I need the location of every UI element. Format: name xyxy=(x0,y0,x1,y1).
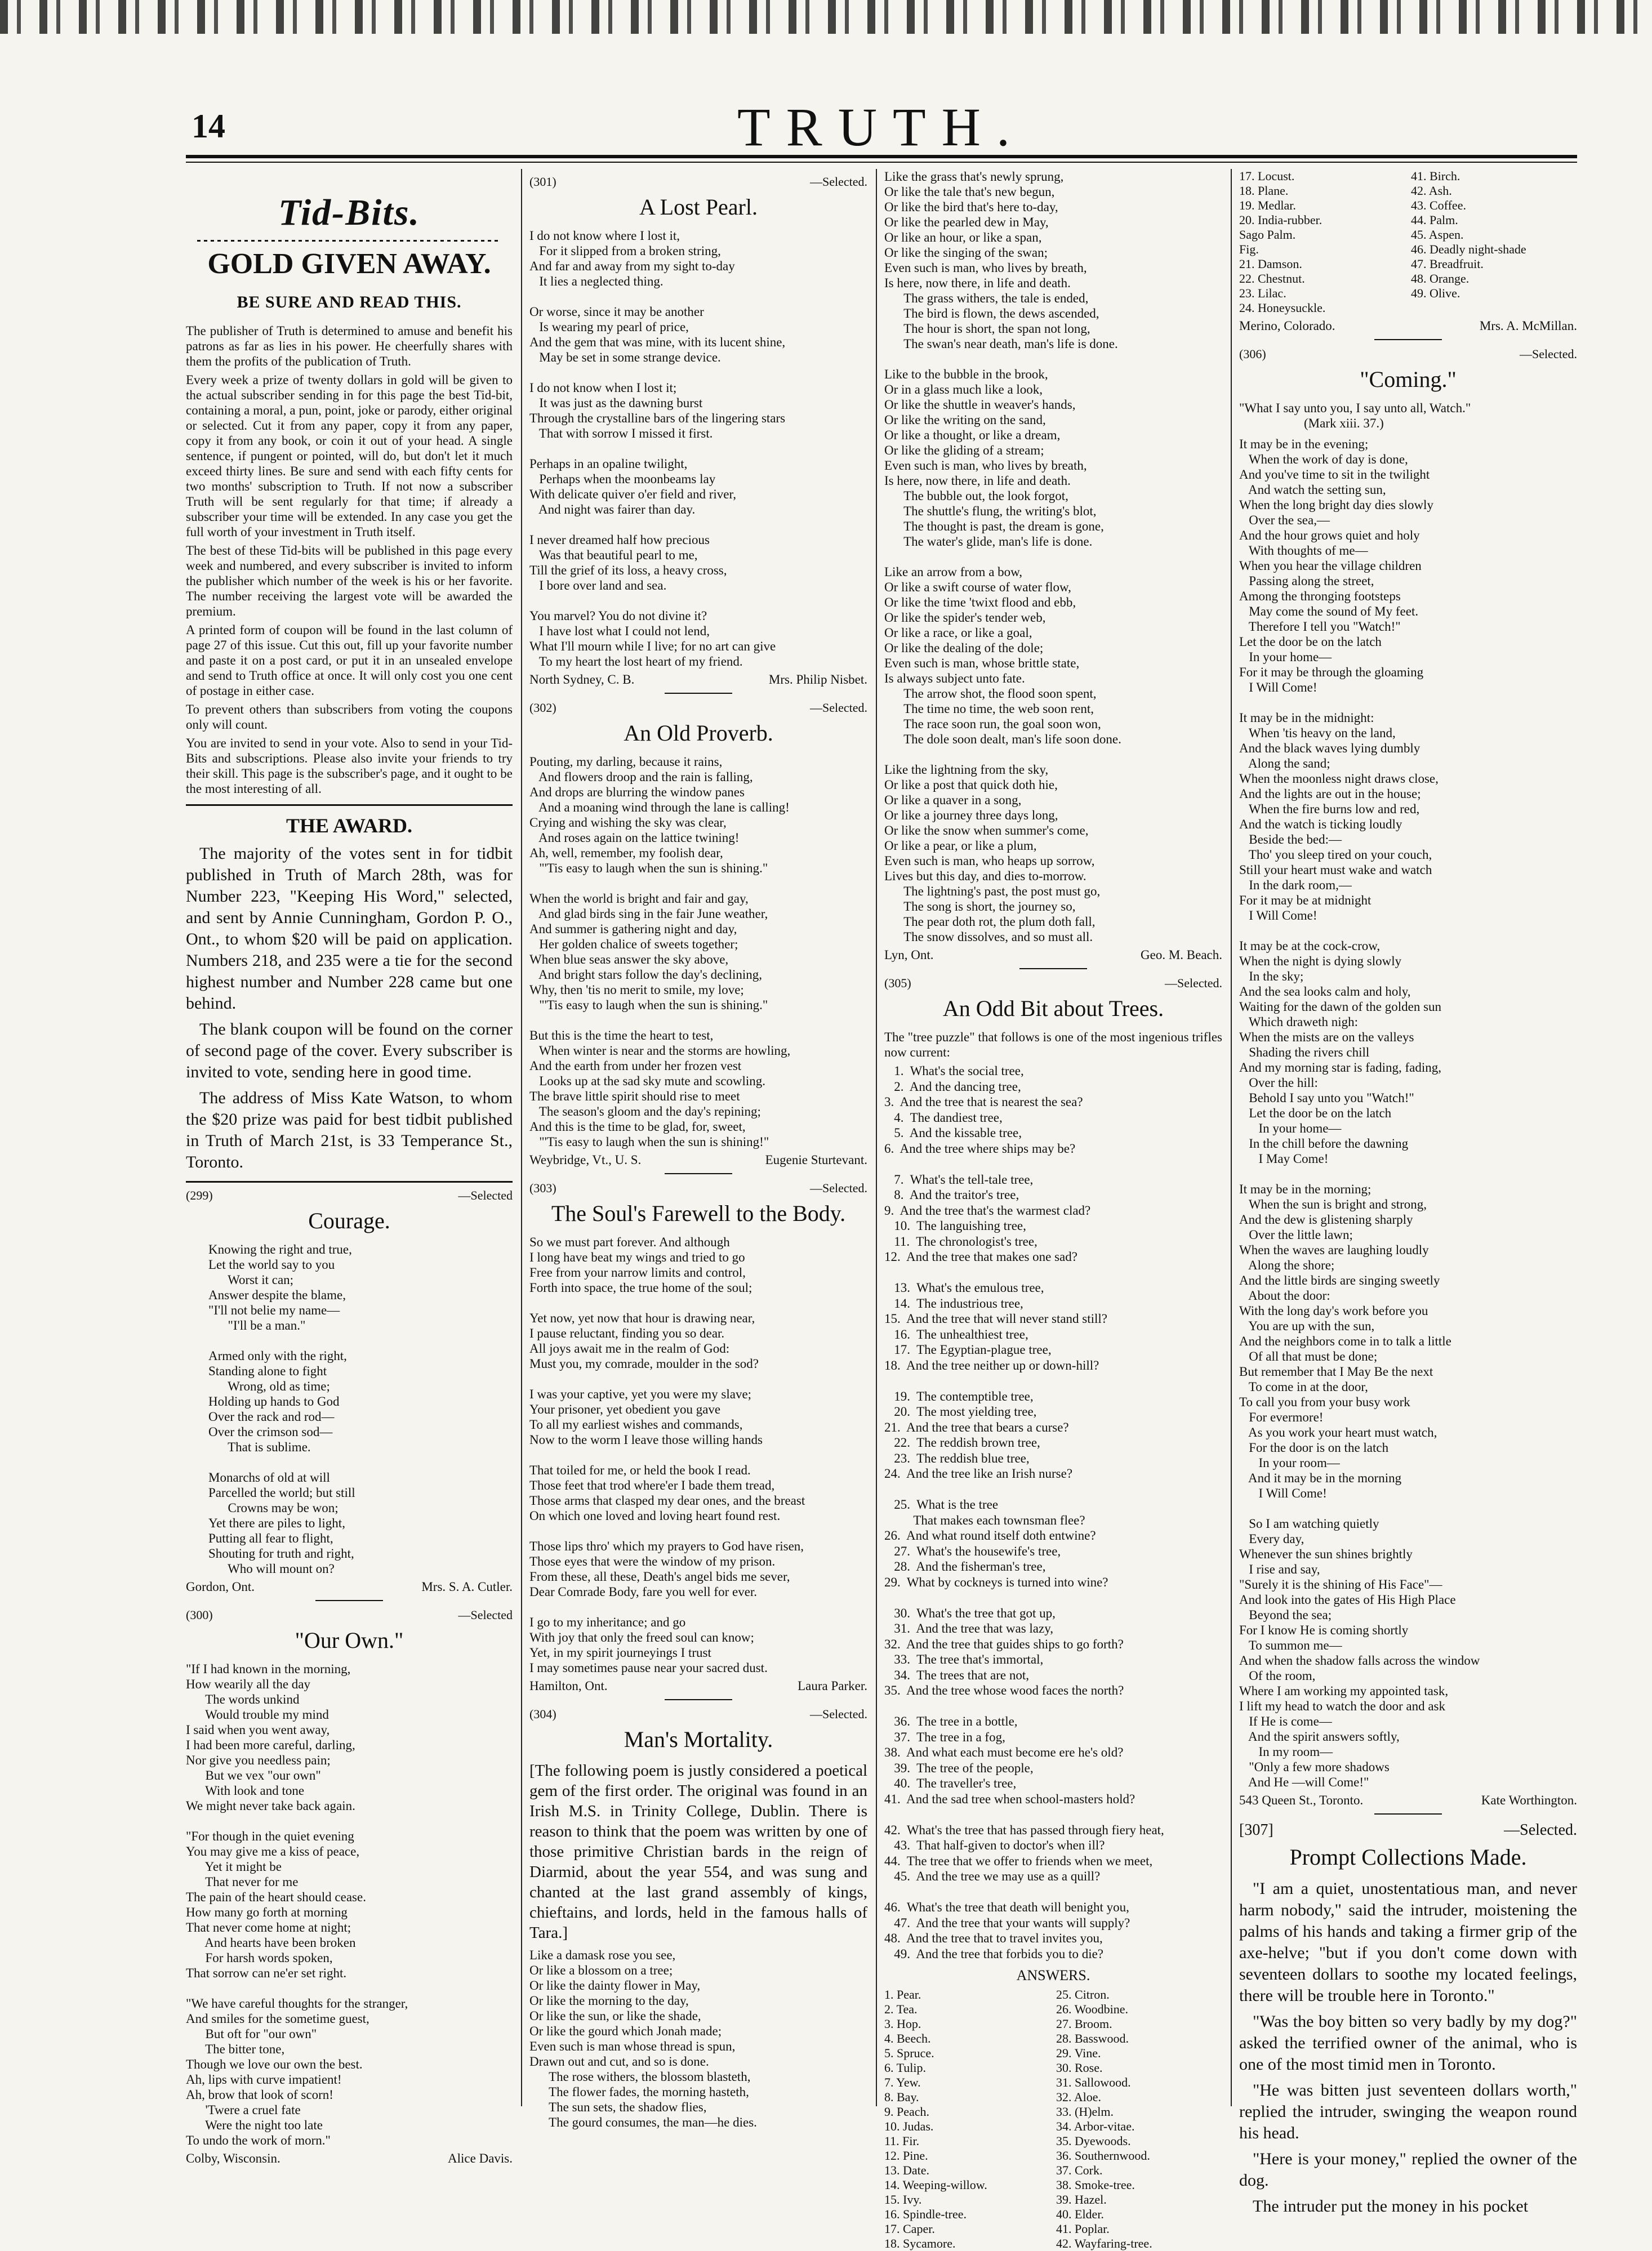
intro-paragraph: You are invited to send in your vote. Also to send in your Tid-Bits and subscriptions. Please also invite your friends to try their skill. This page is the subscriber's page, and it ought to be the most interesting of all. xyxy=(186,736,513,796)
read-this-subheading: BE SURE AND READ THIS. xyxy=(237,293,462,311)
answer-item: 10. Judas. xyxy=(884,2119,934,2133)
signature-name: Laura Parker. xyxy=(798,1679,867,1693)
tidbit-title: An Odd Bit about Trees. xyxy=(942,996,1164,1021)
answer-item: 16. Spindle-tree. xyxy=(884,2207,967,2221)
tidbit-307-header xyxy=(1239,1821,1577,1839)
intro-paragraph: A printed form of coupon will be found in the last column of page 27 of this issue. Cut this out, fill up your favorite number and paste it on a post card, or put it in an unsealed envelope and send to Truth office at once. It will only cost you one cent of postage in either case. xyxy=(186,623,513,698)
tidbit-306-header xyxy=(1239,347,1577,362)
separator xyxy=(665,693,732,694)
signature-place: 543 Queen St., Toronto. xyxy=(1239,1793,1364,1807)
intro-paragraph: Every week a prize of twenty dollars in gold will be given to the actual subscriber sending in for this page the best Tid-bit, containing a moral, a pun, point, joke or parody, either original or selected. Cut it from any paper, copy it from any paper, copy it from any book, or coin it out of your head. A single sentence, if pungent or pointed, will do, but don't let it much exceed thirty lines. Be sure and send with each fifty cents for two months' subscription to Truth. If not now a subscriber Truth will be sent regularly for that time; if already a subscriber your time will be extended. In any case you get the full worth of your investment in Truth itself. xyxy=(186,373,513,539)
tidbit-title: Prompt Collections Made. xyxy=(1289,1844,1527,1870)
answer-item: 14. Weeping-willow. xyxy=(884,2178,987,2192)
separator xyxy=(315,1600,383,1601)
tidbit-title: "Coming." xyxy=(1360,367,1457,392)
column-divider xyxy=(1231,169,1232,2106)
column-1 xyxy=(186,169,513,2165)
tidbit-300-header xyxy=(186,1608,513,1622)
tidbit-305-header xyxy=(884,976,1222,991)
tidbit-source: —Selected. xyxy=(809,1181,867,1195)
page-header xyxy=(186,96,1577,163)
header-rule xyxy=(186,155,1577,158)
tidbit-poem: I do not know where I lost it, For it slipped from a broken string, And far and away from my sight to-day It lies a neglected thing. Or worse, since it may be another Is wearing my pearl of price, And the gem that was mine, with its lucent shine, May be set in some strange device. I do not know when I lost it; It was just as the dawning burst Through the crystalline bars of the lingering stars That with sorrow I missed it first. Perhaps in an opaline twilight, Perhaps when the moonbeams lay With delicate quiver o'er field and river, And night was fairer than day. I never dreamed half how precious Was that beautiful pearl to me, Till the grief of its loss, a heavy cross, I bore over land and sea. You marvel? You do not divine it? I have lost what I could not lend, What I'll mourn while I live; for no art can give To my heart the lost heart of my friend. xyxy=(529,229,786,668)
answer-item: 42. Ash. xyxy=(1411,184,1452,198)
tidbit-301-header xyxy=(529,175,867,189)
answer-item: 28. Basswood. xyxy=(1056,2031,1129,2045)
answer-item: 38. Smoke-tree. xyxy=(1056,2178,1135,2192)
answer-item: 45. Aspen. xyxy=(1411,228,1464,242)
answer-item: 6. Tulip. xyxy=(884,2061,926,2075)
tidbit-304-header xyxy=(529,1707,867,1722)
tidbit-number: (306) xyxy=(1239,347,1266,361)
tidbit-302-header xyxy=(529,701,867,715)
answer-item: 15. Ivy. xyxy=(884,2192,922,2207)
tidbit-source: —Selected xyxy=(458,1188,513,1202)
column-4 xyxy=(1239,169,1577,2216)
intro-paragraph: To prevent others than subscribers from voting the coupons only will count. xyxy=(186,702,513,732)
tidbit-number: (299) xyxy=(186,1188,213,1202)
separator xyxy=(665,1699,732,1700)
tidbit-299-header xyxy=(186,1188,513,1203)
column-3 xyxy=(884,169,1222,2250)
signature-place: Colby, Wisconsin. xyxy=(186,2151,280,2165)
answer-item: 35. Dyewoods. xyxy=(1056,2134,1131,2148)
page-number: 14 xyxy=(192,108,225,145)
tidbit-title: A Lost Pearl. xyxy=(639,194,758,220)
column-divider xyxy=(521,169,522,2106)
column-2 xyxy=(529,169,867,2129)
answer-item: 29. Vine. xyxy=(1056,2046,1101,2060)
answer-item: 48. Orange. xyxy=(1411,271,1470,286)
answer-item: 24. Honeysuckle. xyxy=(1239,301,1326,315)
tidbit-signature xyxy=(186,2151,513,2166)
tidbit-signature xyxy=(884,948,1222,962)
story-paragraph: "He was bitten just seventeen dollars worth," replied the intruder, swinging the weapon round his head. xyxy=(1239,2081,1577,2142)
tidbit-title: "Our Own." xyxy=(295,1628,404,1653)
tidbit-poem: So we must part forever. And although I long have beat my wings and tried to go Free from your narrow limits and control, Forth into space, the true home of the soul; Yet now, yet now that hour is drawing near, I pause reluctant, finding you so dear. All joys await me in the realm of God: Must you, my comrade, moulder in the sod? I was your captive, yet you were my slave; Your prisoner, yet obedient you gave To all my earliest wishes and commands, Now to the worm I leave those willing hands That toiled for me, or held the book I read. Those feet that trod where'er I bade them tread, Those arms that clasped my dear ones, and the breast On which one loved and loving heart found rest. Those lips thro' which my prayers to God have risen, Those eyes that were the window of my prison. From these, all these, Death's angel bids me sever, Dear Comrade Body, fare you well for ever. I go to my inheritance; and go With joy that only the freed soul can know; Yet, in my spirit journeyings I trust I may sometimes pause near your sacred dust. xyxy=(529,1235,805,1675)
tidbit-source: —Selected. xyxy=(809,1707,867,1721)
section-rule xyxy=(186,804,513,806)
answer-item: 40. Elder. xyxy=(1056,2207,1104,2221)
tidbit-title: Courage. xyxy=(308,1208,390,1233)
story-paragraph: "I am a quiet, unostentatious man, and never harm nobody," said the intruder, moistening the palms of his hands and taking a firmer grip of the axe-helve; "but if you don't come down with seventeen dollars to soothe my located feelings, there will be trouble here in Toronto." xyxy=(1239,1879,1577,2005)
signature-place: Hamilton, Ont. xyxy=(529,1679,608,1693)
answers-heading: ANSWERS. xyxy=(1016,1967,1090,1983)
answer-item: 5. Spruce. xyxy=(884,2046,934,2060)
tidbit-signature xyxy=(529,1679,867,1693)
signature-place: Lyn, Ont. xyxy=(884,948,934,962)
answer-item: 17. Locust. xyxy=(1239,169,1295,183)
answer-item: 21. Damson. xyxy=(1239,257,1302,271)
story-paragraph: "Was the boy bitten so very badly by my dog?" asked the terrified owner of the animal, who is one of the most timid men in Toronto. xyxy=(1239,2012,1577,2074)
answer-item: 17. Caper. xyxy=(884,2222,935,2236)
tidbit-intro: [The following poem is justly considered a poetical gem of the first order. The original was found in an Irish M.S. in Trinity College, Dublin. There is reason to think that the poem was written by one of those primitive Christian bards in the reign of Diarmid, about the year 554, and was sung and chanted at the last grand assembly of kings, chieftains, and lords, held in the famous halls of Tara.] xyxy=(529,1762,867,1942)
answer-item: 27. Broom. xyxy=(1056,2017,1112,2031)
tidbit-signature xyxy=(1239,319,1577,333)
tidbit-303-header xyxy=(529,1181,867,1196)
award-paragraph: The majority of the votes sent in for tidbit published in Truth of March 28th, was for Number 223, "Keeping His Word," selected, and sent by Annie Cunningham, Gordon P. O., Ont., to whom $20 will be paid on application. Numbers 218, and 235 were a tie for the second highest number and Number 228 came but one behind. xyxy=(186,844,513,1013)
answer-item: 3. Hop. xyxy=(884,2017,921,2031)
answer-item: 23. Lilac. xyxy=(1239,286,1286,300)
separator xyxy=(1374,339,1442,340)
tidbit-poem: Like a damask rose you see, Or like a blossom on a tree; Or like the dainty flower in May, Or like the morning to the day, Or like the sun, or like the shade, Or like the gourd which Jonah made; Even such is man whose thread is spun, Drawn out and cut, and so is done. The rose withers, the blossom blasteth, The flower fades, the morning hasteth, The sun sets, the shadow flies, The gourd consumes, the man—he dies. xyxy=(529,1948,757,2129)
tidbits-heading: Tid-Bits. xyxy=(278,192,421,233)
signature-place: North Sydney, C. B. xyxy=(529,672,635,687)
answer-item: 9. Peach. xyxy=(884,2105,930,2119)
answer-item: 25. Citron. xyxy=(1056,1987,1110,2002)
answer-item: 49. Olive. xyxy=(1411,286,1460,300)
answer-item: 13. Date. xyxy=(884,2163,930,2177)
answer-item xyxy=(1411,301,1577,315)
tidbit-signature xyxy=(529,1153,867,1167)
answer-item: 4. Beech. xyxy=(884,2031,931,2045)
tree-puzzle: 1. What's the social tree, 2. And the dancing tree, 3. And the tree that is nearest the sea? 4. The dandiest tree, 5. And the kissable tree, 6. And the tree where ships may be? 7. What's the tell-tale tree, 8. And the traitor's tree, 9. And the tree that's the warmest clad? 10. The languishing tree, 11. The chronologist's tree, 12. And the tree that makes one sad? 13. What's the emulous tree, 14. The industrious tree, 15. And the tree that will never stand still? 16. The unhealthiest tree, 17. The Egyptian-plague tree, 18. And the tree neither up or down-hill? 19. The contemptible tree, 20. The most yielding tree, 21. And the tree that bears a curse? 22. The reddish brown tree, 23. The reddish blue tree, 24. And the tree like an Irish nurse? 25. What is the tree That makes each townsman flee? 26. And what round itself doth entwine? 27. What's the housewife's tree, 28. And the fisherman's tree, 29. What by cockneys is turned into wine? 30. What's the tree that got up, 31. And the tree that was lazy, 32. And the tree that guides ships to go forth? 33. The tree that's immortal, 34. The trees that are not, 35. And the tree whose wood faces the north? 36. The tree in a bottle, 37. The tree in a fog, 38. And what each must become ere he's old? 39. The tree of the people, 40. The traveller's tree, 41. And the sad tree when school-masters hold? 42. What's the tree that has passed through fiery heat, 43. That half-given to doctor's when ill? 44. The tree that we offer to friends when we meet, 45. And the tree we may use as a quill? 46. What's the tree that death will benight you, 47. And the tree that your wants will supply? 48. And the tree that to travel invites you, 49. And the tree that forbids you to die? xyxy=(884,1064,1164,1961)
award-paragraph: The address of Miss Kate Watson, to whom the $20 prize was paid for best tidbit published in Truth of March 21st, is 33 Temperance St., Toronto. xyxy=(186,1089,513,1171)
section-rule xyxy=(186,1181,513,1183)
tidbit-signature xyxy=(529,672,867,687)
answer-item: 31. Sallowood. xyxy=(1056,2075,1131,2089)
answer-item: Sago Palm. xyxy=(1239,228,1296,242)
answer-item: 18. Plane. xyxy=(1239,184,1289,198)
tidbit-source: —Selected. xyxy=(809,175,867,189)
signature-name: Alice Davis. xyxy=(448,2151,513,2165)
answer-item: 46. Deadly night-shade xyxy=(1411,242,1526,256)
tidbit-number: [307] xyxy=(1239,1821,1273,1839)
award-paragraph: The blank coupon will be found on the corner of second page of the cover. Every subscriber is invited to vote, sending here in good time. xyxy=(186,1020,513,1081)
tidbit-number: (300) xyxy=(186,1608,213,1622)
signature-name: Geo. M. Beach. xyxy=(1141,948,1222,962)
answer-item: 8. Bay. xyxy=(884,2090,919,2104)
story-paragraph: "Here is your money," replied the owner of the dog. xyxy=(1239,2150,1577,2190)
answer-item: 41. Poplar. xyxy=(1056,2222,1110,2236)
separator xyxy=(1019,968,1087,969)
intro-paragraph: The publisher of Truth is determined to amuse and benefit his patrons as far as lies in his power. He cheerfully shares with them the profits of the publication of Truth. xyxy=(186,324,513,368)
tidbit-number: (302) xyxy=(529,701,556,715)
gold-given-away-heading: GOLD GIVEN AWAY. xyxy=(207,248,491,280)
tidbit-source: —Selected. xyxy=(809,701,867,715)
answer-item: 20. India-rubber. xyxy=(1239,213,1323,227)
answers-list xyxy=(884,1987,1222,2251)
tidbit-poem: It may be in the evening; When the work of day is done, And you've time to sit in the twilight And watch the setting sun, When the long bright day dies slowly Over the sea,— And the hour grows quiet and holy With thoughts of me— When you hear the village children Passing along the street, Among the thronging footsteps May come the sound of My feet. Therefore I tell you "Watch!" Let the door be on the latch In your home— For it may be through the gloaming I Will Come! It may be in the midnight: When 'tis heavy on the land, And the black waves lying dumbly Along the sand; When the moonless night draws close, And the lights are out in the house; When the fire burns low and red, And the watch is ticking loudly Beside the bed:— Tho' you sleep tired on your couch, Still your heart must wake and watch In the dark room,— For it may be at midnight I Will Come! It may be at the cock-crow, When the night is dying slowly In the sky; And the sea looks calm and holy, Waiting for the dawn of the golden sun Which draweth nigh: When the mists are on the valleys Shading the rivers chill And my morning star is fading, fading, Over the hill: Behold I say unto you "Watch!" Let the door be on the latch In your home— In the chill before the dawning I May Come! It may be in the morning; When the sun is bright and strong, And the dew is glistening sharply Over the little lawn; When the waves are laughing loudly Along the shore; And the little birds are singing sweetly About the door: With the long day's work before you You are up with the sun, And the neighbors come in to talk a little Of all that must be done; But remember that I May Be the next To come in at the door, To call you from your busy work For evermore! As you work your heart must watch, For the door is on the latch In your room— And it may be in the morning I Will Come! So I am watching quietly Every day, Whenever the sun shines brightly I rise and say, "Surely it is the shining of His Face"— And look into the gates of His High Place Beyond the sea; For I know He is coming shortly To summon me— And when the shadow falls across the window Of the room, Where I am working my appointed task, I lift my head to watch the door and ask If He is come— And the spirit answers softly, In my room— "Only a few more shadows And He —will Come!" xyxy=(1239,437,1480,1789)
tidbit-poem: "If I had known in the morning, How wearily all the day The words unkind Would trouble my mind I said when you went away, I had been more careful, darling, Nor give you needless pain; But we vex "our own" With look and tone We might never take back again. "For though in the quiet evening You may give me a kiss of peace, Yet it might be That never for me The pain of the heart should cease. How many go forth at morning That never come home at night; And hearts have been broken For harsh words spoken, That sorrow can ne'er set right. "We have careful thoughts for the stranger, And smiles for the sometime guest, But oft for "our own" The bitter tone, Though we love our own the best. Ah, lips with curve impatient! Ah, brow that look of scorn! 'Twere a cruel fate Were the night too late To undo the work of morn." xyxy=(186,1662,408,2147)
answer-item: 18. Sycamore. xyxy=(884,2236,956,2250)
tidbit-source: —Selected xyxy=(458,1608,513,1622)
tidbit-signature xyxy=(186,1580,513,1594)
answer-item: 43. Coffee. xyxy=(1411,198,1466,212)
answer-item: 42. Wayfaring-tree. xyxy=(1056,2236,1152,2250)
separator xyxy=(665,1173,732,1174)
answer-item: 30. Rose. xyxy=(1056,2061,1103,2075)
tidbit-intro: The "tree puzzle" that follows is one of the most ingenious trifles now current: xyxy=(884,1030,1222,1059)
signature-name: Mrs. S. A. Cutler. xyxy=(421,1580,513,1594)
signature-name: Mrs. Philip Nisbet. xyxy=(768,672,867,687)
answer-item: 2. Tea. xyxy=(884,2002,918,2016)
tidbit-source: —Selected. xyxy=(1164,976,1222,990)
column-divider xyxy=(876,169,877,2106)
answer-item: 44. Palm. xyxy=(1411,213,1458,227)
signature-place: Weybridge, Vt., U. S. xyxy=(529,1153,642,1167)
tidbit-title: An Old Proverb. xyxy=(624,720,773,746)
answer-item: 39. Hazel. xyxy=(1056,2192,1107,2207)
answer-item: 34. Arbor-vitae. xyxy=(1056,2119,1135,2133)
answer-item: 47. Breadfruit. xyxy=(1411,257,1484,271)
tidbit-poem: Pouting, my darling, because it rains, And flowers droop and the rain is falling, And drops are blurring the window panes And a moaning wind through the lane is calling! Crying and wishing the sky was clear, And roses again on the lattice twining! Ah, well, remember, my foolish dear, "'Tis easy to laugh when the sun is shining." When the world is bright and fair and gay, And glad birds sing in the fair June weather, And summer is gathering night and day, Her golden chalice of sweets together; When blue seas answer the sky above, And bright stars follow the day's declining, Why, then 'tis no merit to smile, my love; "'Tis easy to laugh when the sun is shining." But this is the time the heart to test, When winter is near and the storms are howling, And the earth from under her frozen vest Looks up at the sad sky mute and scowling. The brave little spirit should rise to meet The season's gloom and the day's repining; And this is the time to be glad, for, sweet, "'Tis easy to laugh when the sun is shining!" xyxy=(529,755,791,1149)
tidbit-epigraph: "What I say unto you, I say unto all, Watch." (Mark xiii. 37.) xyxy=(1239,401,1471,430)
ornament-rule xyxy=(197,240,501,242)
answer-item: 7. Yew. xyxy=(884,2075,921,2089)
signature-name: Mrs. A. McMillan. xyxy=(1479,319,1577,333)
intro-paragraph: The best of these Tid-bits will be published in this page every week and numbered, and every subscriber is invited to inform the publisher which number of the week is his or her favorite. The number receiving the largest vote will be awarded the premium. xyxy=(186,543,513,618)
answer-item: 33. (H)elm. xyxy=(1056,2105,1114,2119)
answer-item: 26. Woodbine. xyxy=(1056,2002,1128,2016)
answer-item: 19. Medlar. xyxy=(1239,198,1296,212)
answer-item: 37. Cork. xyxy=(1056,2163,1103,2177)
answers-list-continued xyxy=(1239,169,1577,315)
tidbit-title: The Soul's Farewell to the Body. xyxy=(551,1201,846,1226)
tidbit-number: (301) xyxy=(529,175,556,189)
answer-item: 22. Chestnut. xyxy=(1239,271,1305,286)
award-heading: THE AWARD. xyxy=(286,814,413,837)
signature-place: Gordon, Ont. xyxy=(186,1580,255,1594)
tidbit-signature xyxy=(1239,1793,1577,1808)
tidbit-poem: Knowing the right and true, Let the world say to you Worst it can; Answer despite the blame, "I'll not belie my name— "I'll be a man." Armed only with the right, Standing alone to fight Wrong, old as time; Holding up hands to God Over the rack and rod— Over the crimson sod— That is sublime. Monarchs of old at will Parcelled the world; but still Crowns may be won; Yet there are piles to light, Putting all fear to flight, Shouting for truth and right, Who will mount on? xyxy=(208,1242,355,1576)
answer-item: 41. Birch. xyxy=(1411,169,1460,183)
tidbit-number: (305) xyxy=(884,976,911,990)
page-top-border xyxy=(0,0,1652,34)
story-paragraph: The intruder put the money in his pocket xyxy=(1253,2197,1529,2216)
tidbit-number: (304) xyxy=(529,1707,556,1721)
tidbit-poem-continued: Like the grass that's newly sprung, Or like the tale that's new begun, Or like the bird that's here to-day, Or like the pearled dew in May, Or like an hour, or like a span, Or like the singing of the swan; Even such is man, who lives by breath, Is here, now there, in life and death. The grass withers, the tale is ended, The bird is flown, the dews ascended, The hour is short, the span not long, The swan's near death, man's life is done. Like to the bubble in the brook, Or in a glass much like a look, Or like the shuttle in weaver's hands, Or like the writing on the sand, Or like a thought, or like a dream, Or like the gliding of a stream; Even such is man, who lives by breath, Is here, now there, in life and death. The bubble out, the look forgot, The shuttle's flung, the writing's blot, The thought is past, the dream is gone, The water's glide, man's life is done. Like an arrow from a bow, Or like a swift course of water flow, Or like the time 'twixt flood and ebb, Or like the spider's tender web, Or like a race, or like a goal, Or like the dealing of the dole; Even such is man, whose brittle state, Is always subject unto fate. The arrow shot, the flood soon spent, The time no time, the web soon rent, The race soon run, the goal soon won, The dole soon dealt, man's life soon done. Like the lightning from the sky, Or like a post that quick doth hie, Or like a quaver in a song, Or like a journey three days long, Or like the snow when summer's come, Or like a pear, or like a plum, Even such is man, who heaps up sorrow, Lives but this day, and dies to-morrow. The lightning's past, the post must go, The song is short, the journey so, The pear doth rot, the plum doth fall, The snow dissolves, and so must all. xyxy=(884,170,1121,944)
tidbit-source: —Selected. xyxy=(1504,1821,1577,1839)
tidbit-source: —Selected. xyxy=(1519,347,1577,361)
separator xyxy=(1374,1813,1442,1815)
signature-name: Eugenie Sturtevant. xyxy=(765,1153,867,1167)
signature-place: Merino, Colorado. xyxy=(1239,319,1335,333)
answer-item: 32. Aloe. xyxy=(1056,2090,1102,2104)
masthead: TRUTH. xyxy=(737,97,1026,157)
answer-item: 36. Southernwood. xyxy=(1056,2149,1150,2163)
signature-name: Kate Worthington. xyxy=(1481,1793,1577,1807)
answer-item: 11. Fir. xyxy=(884,2134,920,2148)
tidbit-number: (303) xyxy=(529,1181,556,1195)
answer-item: Fig. xyxy=(1239,242,1259,256)
header-rule-thin xyxy=(186,162,1577,163)
answer-item: 1. Pear. xyxy=(884,1987,921,2002)
answer-item: 12. Pine. xyxy=(884,2149,928,2163)
tidbit-title: Man's Mortality. xyxy=(624,1727,773,1752)
